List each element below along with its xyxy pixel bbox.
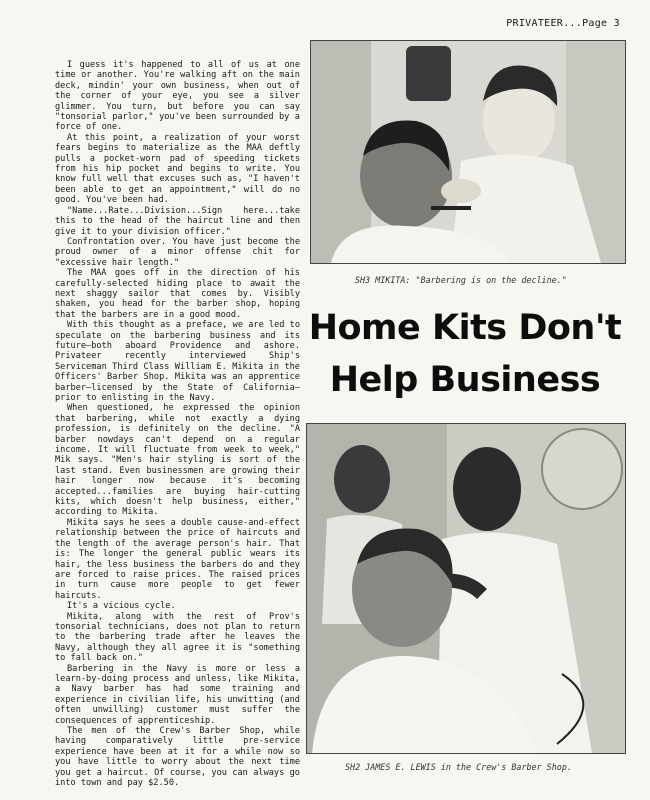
photo-barber-lewis — [306, 423, 626, 754]
photo-barber-mikita — [310, 40, 626, 264]
article-paragraph: With this thought as a preface, we are led to speculate on the barbering business and its future—both aboard Providence and ashore. Privateer recently interviewed Ship's Serviceman Third Class William E. Mikita in the Officers' Barber Shop. Mikita was an apprentice barber—licensed by the State of California—prior to enlisting in the Navy. — [55, 320, 300, 403]
running-header: PRIVATEER...Page 3 — [506, 18, 620, 29]
article-paragraph: The men of the Crew's Barber Shop, while having comparatively little pre-service experience have been at it for a while now so you have little to worry about the next time you get a haircut. Of course, you can always go into town and pay $2.50. — [55, 726, 300, 789]
article-paragraph: The MAA goes off in the direction of his carefully-selected hiding place to await the next shaggy sailor that comes by. Visibly shaken, you head for the barber shop, hoping that the barbers are in a good mood. — [55, 268, 300, 320]
article-paragraph: Barbering in the Navy is more or less a learn-by-doing process and unless, like Mikita, a Navy barber has had some training and experience in civilian life, his unwitting (and often unwilling) customer must suffer the consequences of apprenticeship. — [55, 663, 300, 726]
article-paragraph: It's a vicious cycle. — [67, 601, 176, 612]
article-body — [55, 60, 300, 788]
headline-line-2: Help Business — [329, 360, 601, 400]
article-paragraph: "Name...Rate...Division...Sign here...take this to the head of the haircut line and then give it to your division officer." — [55, 205, 300, 237]
article-paragraph: When questioned, he expressed the opinion that barbering, while not exactly a dying profession, is definitely on the decline. "A barber nowdays can't depend on a regular income. It will fluctuate from week to week," Mik says. "Men's hair styling is sort of the last stand. Even businessmen are growing their hair longer now because it's becoming accepted...families are buying hair-cutting kits, which doesn't help business, either," according to Mikita. — [55, 403, 300, 518]
top-photo-caption: SH3 MIKITA: "Barbering is on the decline." — [355, 275, 567, 285]
article-paragraph: Mikita says he sees a double cause-and-effect relationship between the price of haircuts and the length of the average person's hair. That is: The longer the general public wears its hair, the less business the barbers do and they are forced to raise prices. The raised prices in turn cause more people to get fewer haircuts. — [55, 517, 300, 601]
bottom-photo-caption: SH2 JAMES E. LEWIS in the Crew's Barber Shop. — [345, 762, 572, 772]
article-paragraph: At this point, a realization of your worst fears begins to materialize as the MAA deftly pulls a pocket-worn pad of speeding tickets from his hip pocket and begins to write. You know full well that excuses such as, "I haven't been able to get an appointment," will do no good. You've been had. — [55, 132, 300, 206]
article-paragraph: Confrontation over. You have just become the proud owner of a minor offense chit for "excessive hair length." — [55, 236, 300, 268]
article-headline — [305, 302, 625, 406]
article-paragraph: Mikita, along with the rest of Prov's tonsorial technicians, does not plan to return to the barbering trade after he leaves the Navy, although they all agree it is "something to fall back on." — [55, 611, 300, 664]
article-paragraph: I guess it's happened to all of us at one time or another. You're walking aft on the main deck, mindin' your own business, when out of the corner of your eye, you see a silver glimmer. You turn, but before you can say "tonsorial parlor," you've been surrounded by a force of one. — [55, 60, 300, 133]
headline-line-1: Home Kits Don't — [308, 308, 622, 348]
